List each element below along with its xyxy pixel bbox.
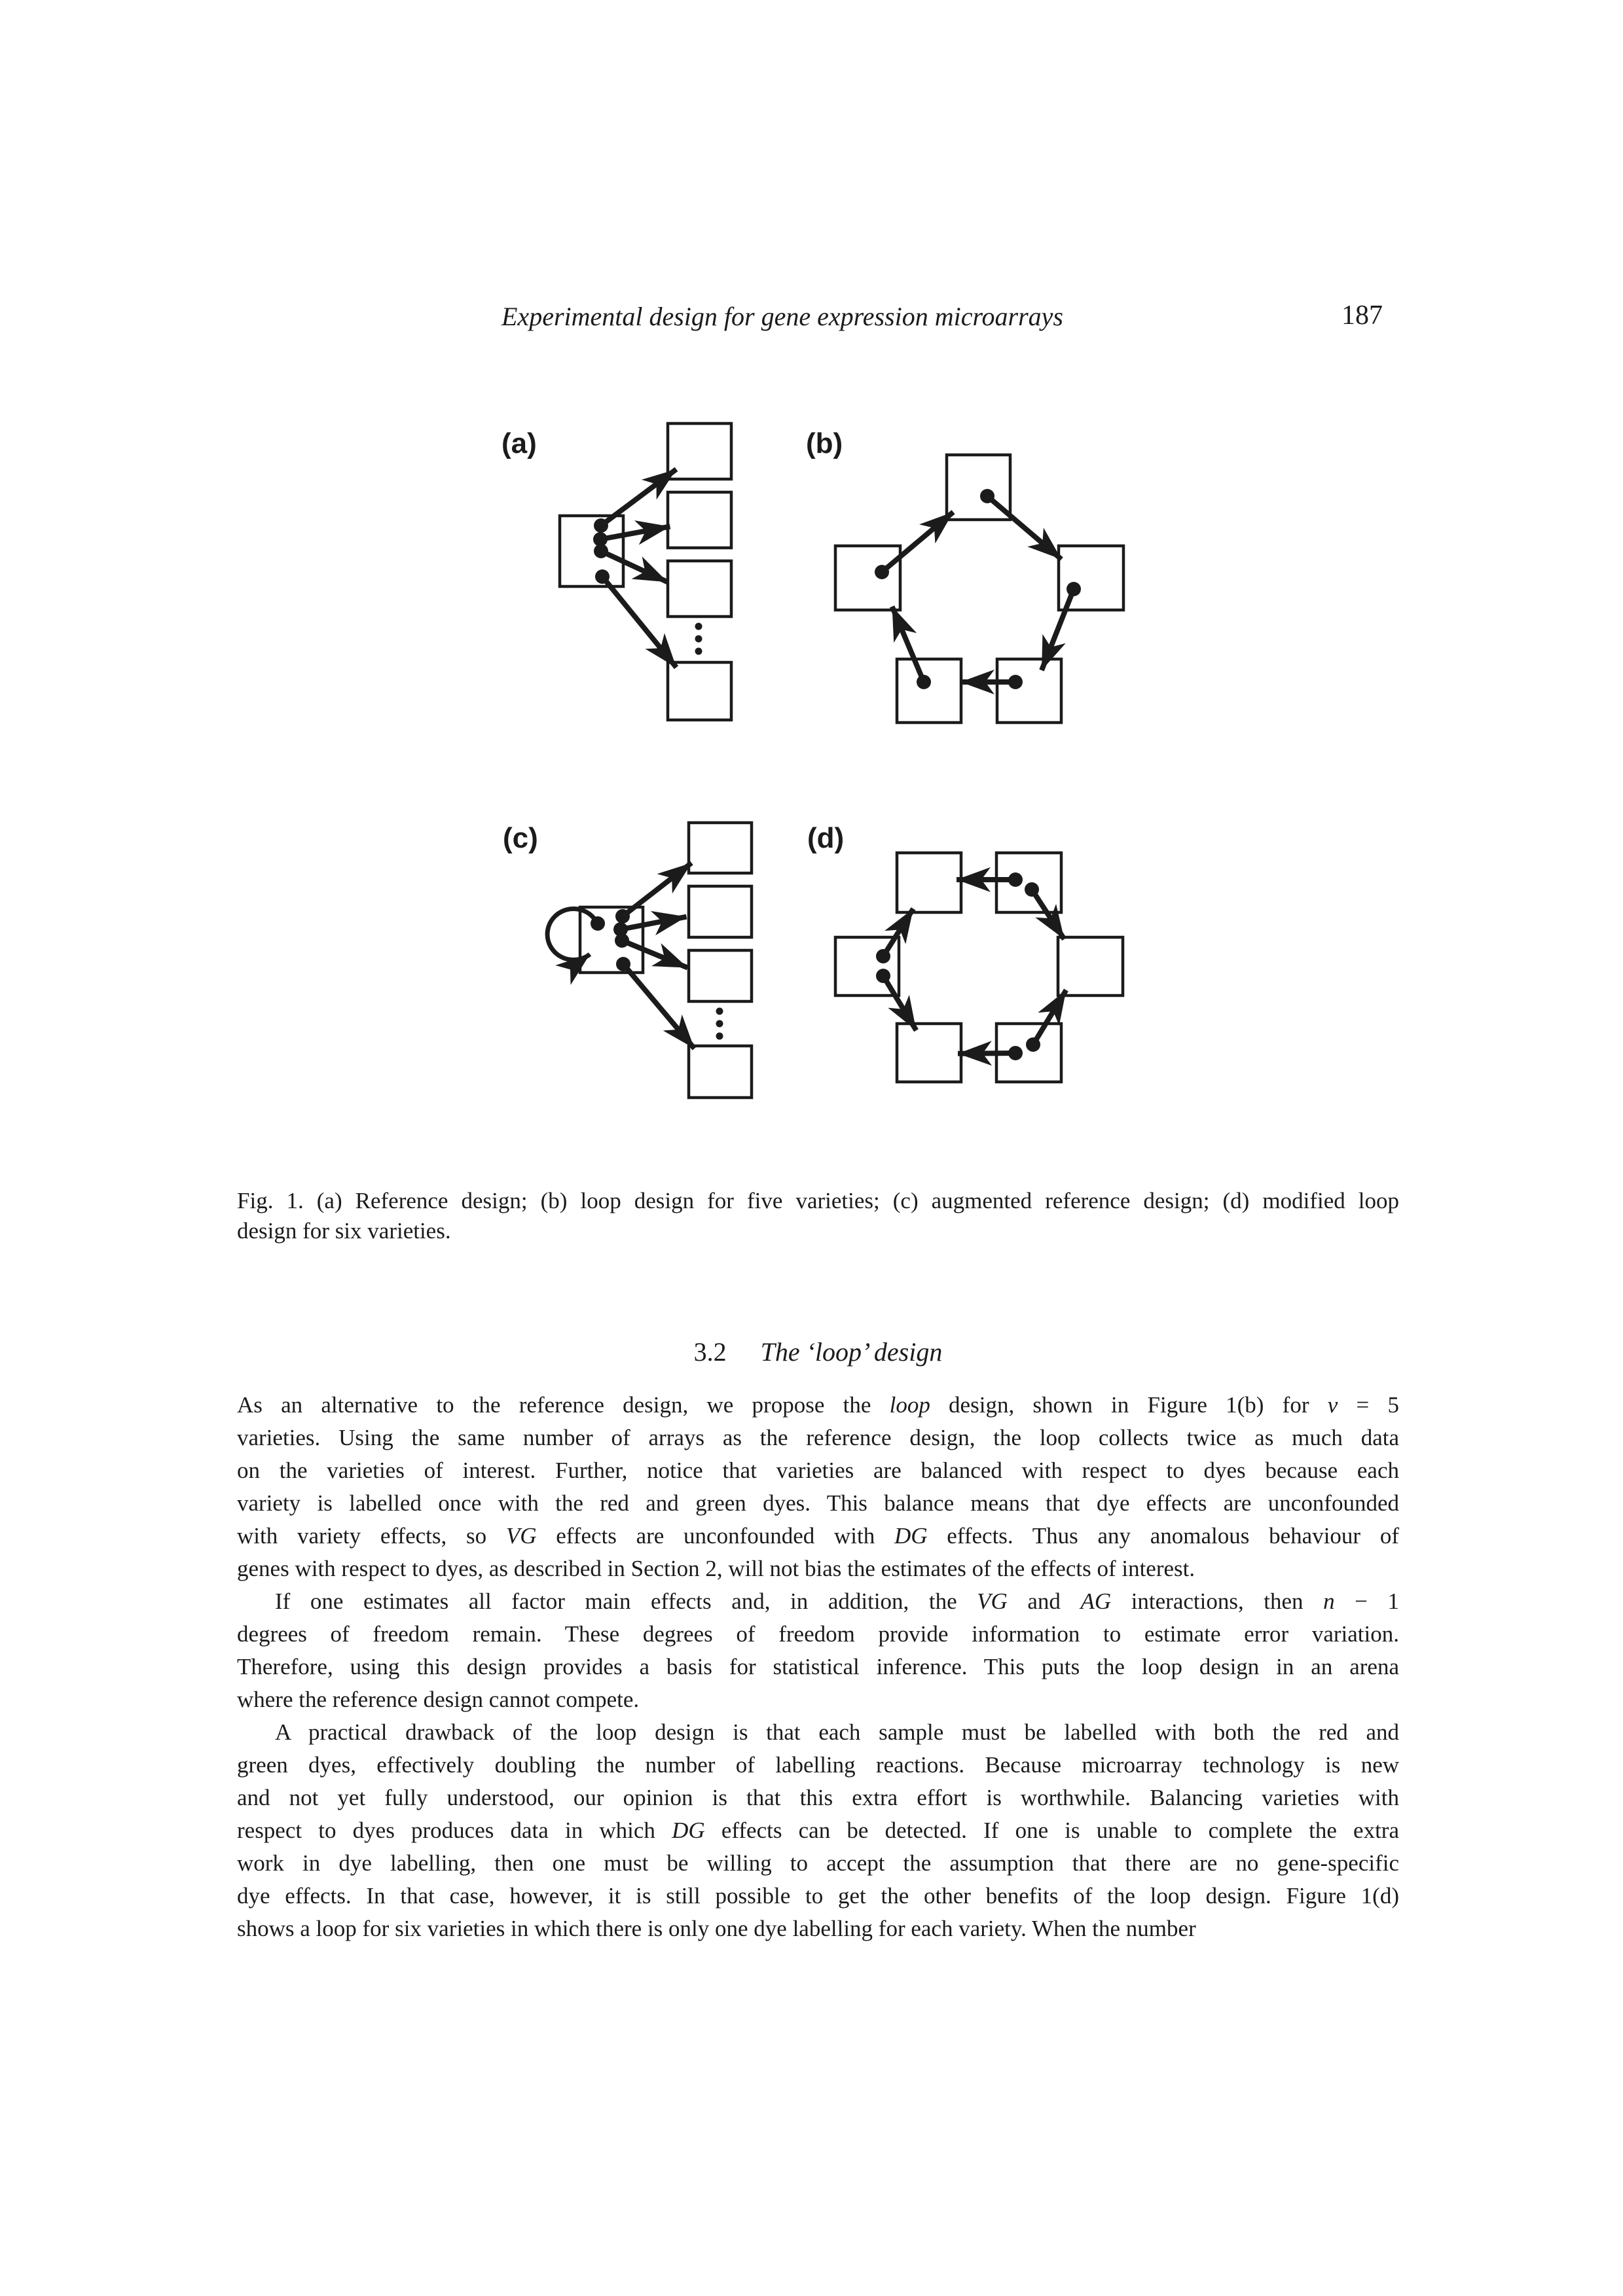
body-line: [237, 1585, 1399, 1618]
body-line: [237, 1454, 1399, 1487]
dye-dot: [1008, 872, 1023, 887]
body-text-italic-segment: VG: [505, 1523, 537, 1549]
dye-dot: [876, 969, 890, 983]
dye-dot: [876, 949, 890, 963]
body-line: [237, 1847, 1399, 1880]
dye-dot: [615, 909, 630, 924]
ellipsis-dot: [716, 1020, 723, 1028]
array-square: [689, 950, 752, 1001]
ellipsis-dot: [695, 648, 702, 655]
hybridization-arrow: [882, 512, 953, 572]
ellipsis-dot: [716, 1008, 723, 1015]
figure-panel-label: (c): [503, 822, 538, 854]
array-square: [668, 662, 731, 720]
body-text-italic-segment: n: [1323, 1588, 1335, 1614]
dye-dot: [980, 489, 994, 503]
hybridization-arrow: [623, 863, 691, 916]
hybridization-arrow: [1032, 889, 1065, 939]
body-line: [237, 1749, 1399, 1782]
body-text-segment: dye effects. In that case, however, it is still possible to get the other benefits of the loop design. Figure 1(d): [237, 1883, 1399, 1909]
body-text-segment: A practical drawback of the loop design is that each sample must be labelled with both the red and: [275, 1719, 1399, 1745]
dye-dot: [875, 565, 889, 579]
hybridization-arrow: [622, 941, 687, 968]
page-number: 187: [1341, 300, 1383, 331]
ellipsis-dot: [716, 1033, 723, 1040]
dye-dot: [591, 916, 605, 931]
hybridization-arrow: [601, 551, 668, 582]
body-text-segment: effects are unconfounded with: [536, 1523, 894, 1549]
body-text-italic-segment: DG: [894, 1523, 928, 1549]
array-square: [668, 561, 731, 617]
array-square: [560, 516, 623, 586]
body-text-segment: As an alternative to the reference design, we propose the: [237, 1392, 890, 1418]
figure-caption: [237, 1186, 1399, 1246]
body-line: [237, 1618, 1399, 1651]
dye-dot: [615, 933, 629, 948]
body-line: [237, 1389, 1399, 1422]
body-line: [237, 1520, 1399, 1552]
array-square: [689, 823, 752, 873]
running-head-title: Experimental design for gene expression microarrays: [501, 302, 1063, 331]
self-loop-arrow: [547, 908, 594, 960]
array-square: [897, 659, 961, 723]
array-square: [689, 1046, 752, 1098]
dye-dot: [1025, 882, 1039, 897]
body-text-segment: degrees of freedom remain. These degrees of freedom provide information to estimate error variation.: [237, 1621, 1399, 1647]
body-line: [237, 1683, 1399, 1716]
dye-dot: [1008, 675, 1023, 689]
array-square: [897, 1024, 961, 1082]
hybridization-arrow: [601, 469, 676, 526]
dye-dot: [1026, 1037, 1040, 1052]
body-text-segment: design, shown in Figure 1(b) for: [930, 1392, 1328, 1418]
body-text-segment: on the varieties of interest. Further, notice that varieties are balanced with respect to dyes because each: [237, 1458, 1399, 1483]
body-text-segment: Therefore, using this design provides a basis for statistical inference. This puts the loop design in an arena: [237, 1654, 1399, 1679]
body-line: [237, 1782, 1399, 1814]
section-title: The ‘loop’ design: [760, 1337, 943, 1367]
body-text: [237, 1389, 1399, 1945]
body-text-segment: effects. Thus any anomalous behaviour of: [927, 1523, 1399, 1549]
hybridization-arrow: [623, 964, 695, 1049]
body-text-segment: shows a loop for six varieties in which there is only one dye labelling for each variety. When the number: [237, 1916, 1196, 1941]
body-text-italic-segment: v: [1327, 1392, 1338, 1418]
body-text-segment: and not yet fully understood, our opinion is that this extra effort is worthwhile. Balancing varieties with: [237, 1785, 1399, 1810]
body-text-segment: effects can be detected. If one is unable to complete the extra: [704, 1818, 1399, 1843]
hybridization-arrow: [602, 577, 676, 668]
body-text-segment: where the reference design cannot compete.: [237, 1687, 640, 1712]
array-square: [897, 853, 961, 912]
figure-panel-label: (b): [806, 427, 843, 459]
hybridization-arrow: [987, 496, 1061, 560]
array-square: [997, 659, 1061, 723]
array-square: [689, 886, 752, 937]
array-square: [1058, 937, 1123, 996]
figure-panel-label: (a): [501, 427, 537, 459]
array-square: [996, 853, 1061, 912]
figure-panel-label: (d): [807, 822, 845, 854]
body-line: [237, 1880, 1399, 1912]
hybridization-arrow: [600, 526, 670, 539]
body-text-segment: respect to dyes produces data in which: [237, 1818, 672, 1843]
array-square: [668, 492, 731, 548]
body-line: [237, 1422, 1399, 1454]
body-line: [237, 1912, 1399, 1945]
body-line: [237, 1814, 1399, 1847]
section-number: 3.2: [693, 1337, 727, 1367]
body-text-italic-segment: VG: [977, 1588, 1008, 1614]
body-text-segment: work in dye labelling, then one must be willing to accept the assumption that there are no gene-specific: [237, 1850, 1399, 1876]
dye-dot: [594, 518, 608, 533]
body-text-segment: and: [1007, 1588, 1081, 1614]
array-square: [835, 546, 900, 610]
body-line: [237, 1716, 1399, 1749]
dye-dot: [917, 675, 931, 689]
hybridization-arrow: [621, 917, 687, 929]
body-text-segment: with variety effects, so: [237, 1523, 506, 1549]
dye-dot: [1008, 1046, 1023, 1060]
section-heading: [237, 1335, 1399, 1369]
array-square: [580, 907, 643, 973]
body-text-segment: interactions, then: [1111, 1588, 1324, 1614]
dye-dot: [594, 544, 608, 558]
body-text-segment: varieties. Using the same number of arrays as the reference design, the loop collects twice as much data: [237, 1425, 1399, 1450]
body-line: [237, 1552, 1399, 1585]
body-text-segment: green dyes, effectively doubling the number of labelling reactions. Because microarray technology is new: [237, 1752, 1399, 1778]
body-text-italic-segment: loop: [889, 1392, 930, 1418]
body-text-italic-segment: DG: [672, 1818, 705, 1843]
body-text-segment: genes with respect to dyes, as described in Section 2, will not bias the estimates of the effects of interest.: [237, 1556, 1195, 1581]
dye-dot: [1067, 582, 1081, 596]
body-text-segment: − 1: [1334, 1588, 1399, 1614]
figure-caption-line-1: Fig. 1. (a) Reference design; (b) loop design for five varieties; (c) augmented reference design; (d) modified loop: [237, 1188, 1399, 1213]
dye-dot: [616, 957, 630, 971]
ellipsis-dot: [695, 636, 702, 643]
hybridization-arrow: [958, 1053, 1015, 1054]
body-text-segment: variety is labelled once with the red and green dyes. This balance means that dye effects are unconfounded: [237, 1490, 1399, 1516]
body-text-segment: = 5: [1338, 1392, 1399, 1418]
dye-dot: [595, 569, 610, 584]
body-line: [237, 1651, 1399, 1683]
figure-caption-line-2: design for six varieties.: [237, 1218, 451, 1244]
ellipsis-dot: [695, 623, 702, 630]
body-text-italic-segment: AG: [1080, 1588, 1112, 1614]
body-line: [237, 1487, 1399, 1520]
body-text-segment: If one estimates all factor main effects and, in addition, the: [275, 1588, 977, 1614]
